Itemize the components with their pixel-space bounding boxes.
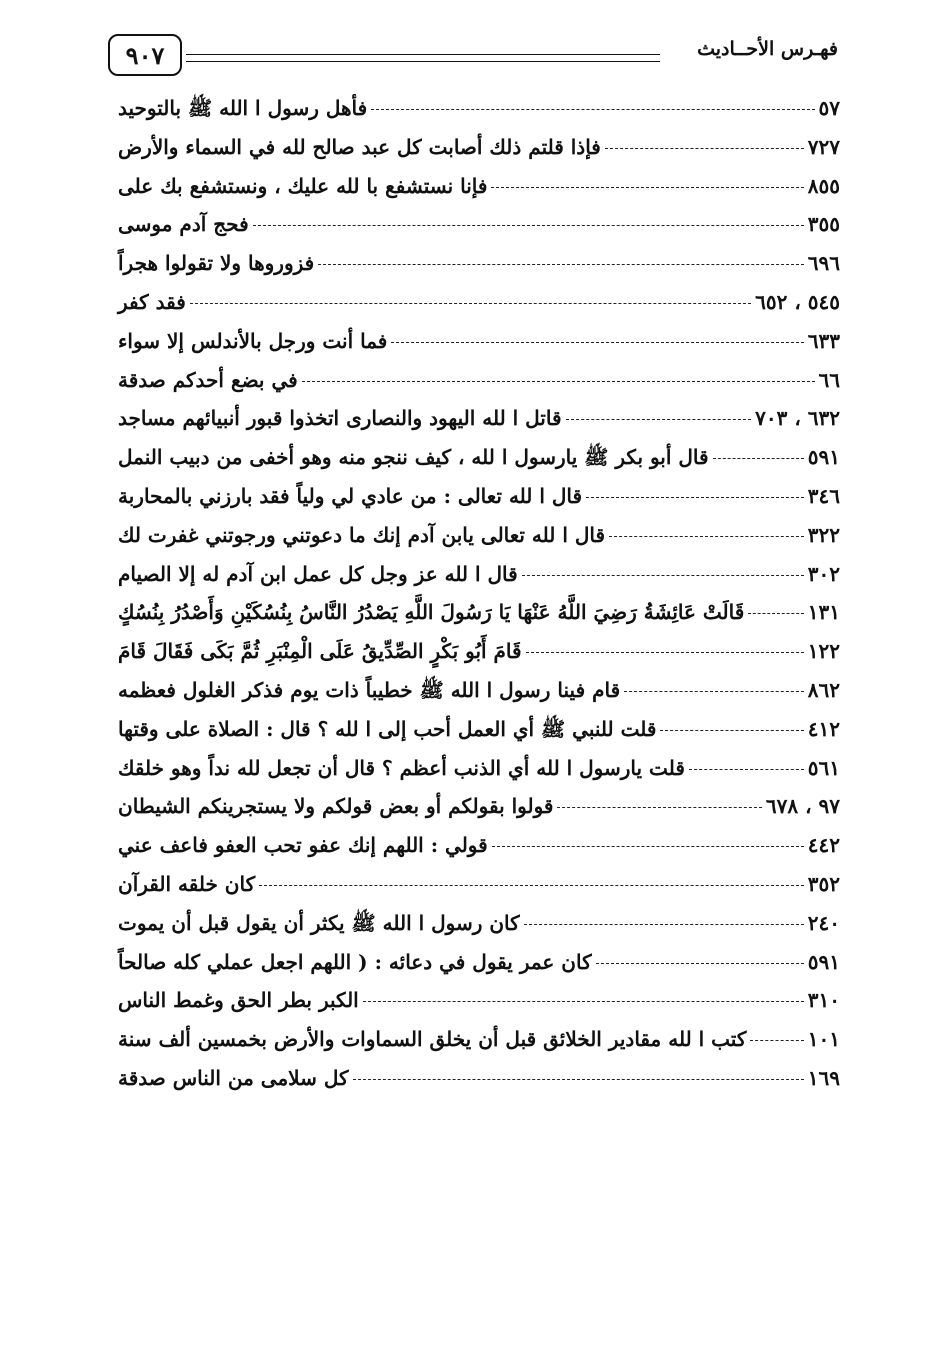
- entry-page-number: ٧٢٧: [807, 134, 840, 159]
- entry-text: فزوروها ولا تقولوا هجراً: [118, 251, 315, 276]
- index-entry: [118, 406, 840, 445]
- entry-page-number: ٨٦٢: [807, 677, 840, 702]
- header-rule-bottom: [186, 61, 660, 62]
- entry-page-number: ٦٩٦: [807, 251, 840, 276]
- index-entry: [118, 872, 840, 911]
- dot-leader: [605, 148, 804, 149]
- index-entry: [118, 368, 840, 407]
- index-entry: [118, 1027, 840, 1066]
- index-entry: [118, 174, 840, 213]
- entry-text: قال ا لله عز وجل كل عمل ابن آدم له إلا الصيام: [118, 561, 518, 586]
- page-header: [108, 28, 838, 80]
- entry-page-number: ٣٥٢: [807, 871, 840, 896]
- entry-page-number: ٥٧: [818, 96, 840, 120]
- index-entry: [118, 794, 840, 833]
- index-entry: [118, 600, 840, 639]
- index-entry: [118, 135, 840, 174]
- dot-leader: [586, 497, 804, 498]
- dot-leader: [302, 381, 815, 382]
- dot-leader: [750, 1040, 803, 1041]
- entry-text: فحج آدم موسى: [118, 212, 249, 237]
- dot-leader: [526, 652, 804, 653]
- entry-page-number: ٦٦: [818, 367, 840, 392]
- entry-text: قاتل ا لله اليهود والنصارى اتخذوا قبور أنبيائهم مساجد: [118, 406, 562, 431]
- index-entry: [118, 96, 840, 135]
- dot-leader: [557, 807, 761, 808]
- index-entry: [118, 329, 840, 368]
- index-entry: [118, 678, 840, 717]
- entry-text: كل سلامى من الناس صدقة: [118, 1065, 349, 1090]
- index-entry: [118, 833, 840, 872]
- dot-leader: [491, 187, 803, 188]
- index-entry: [118, 251, 840, 290]
- entry-page-number: ٣٢٢: [807, 522, 840, 547]
- entry-page-number: ٢٤٠: [807, 910, 840, 935]
- entry-page-number: ٥٩١: [807, 949, 840, 974]
- header-rule-top: [186, 54, 660, 55]
- entry-text: قال أبو بكر ﷺ يارسول ا لله ، كيف ننجو منه وهو أخفى من دبيب النمل: [118, 445, 709, 470]
- entry-text: فإنا نستشفع با لله عليك ، ونستشفع بك على: [118, 173, 488, 198]
- dot-leader: [253, 225, 804, 226]
- entry-page-number: ٣١٠: [807, 988, 840, 1013]
- dot-leader: [391, 342, 803, 343]
- hadith-index-list: [118, 96, 840, 1105]
- dot-leader: [522, 575, 804, 576]
- page-number-box: [108, 34, 182, 76]
- index-entry: [118, 988, 840, 1027]
- dot-leader: [492, 846, 804, 847]
- entry-text: في بضع أحدكم صدقة: [118, 367, 298, 392]
- entry-text: قال ا لله تعالى : من عادي لي ولياً فقد بارزني بالمحاربة: [118, 483, 583, 508]
- entry-text: كان عمر يقول في دعائه : ( اللهم اجعل عملي كله صالحاً: [118, 949, 592, 974]
- index-entry: [118, 911, 840, 950]
- entry-text: فما أنت ورجل بالأندلس إلا سواء: [118, 328, 388, 353]
- entry-page-number: ١٢٢: [807, 639, 840, 664]
- index-entry: [118, 523, 840, 562]
- dot-leader: [624, 691, 804, 692]
- dot-leader: [318, 264, 804, 265]
- index-entry: [118, 950, 840, 989]
- entry-text: قولي : اللهم إنك عفو تحب العفو فاعف عني: [118, 833, 488, 858]
- entry-page-number: ٨٥٥: [807, 173, 840, 198]
- index-entry: [118, 445, 840, 484]
- index-entry: [118, 639, 840, 678]
- entry-text: كان خلقه القرآن: [118, 871, 256, 896]
- running-title: فهـرس الأحــاديث: [697, 38, 838, 60]
- index-entry: [118, 562, 840, 601]
- entry-page-number: ١٣١: [807, 600, 840, 625]
- dot-leader: [371, 109, 814, 110]
- dot-leader: [713, 458, 804, 459]
- dot-leader: [748, 613, 803, 614]
- index-entry: [118, 290, 840, 329]
- entry-page-number: ١٦٩: [807, 1065, 840, 1090]
- dot-leader: [566, 419, 752, 420]
- entry-text: فقد كفر: [118, 289, 186, 314]
- dot-leader: [363, 1001, 804, 1002]
- entry-text: قلت يارسول ا لله أي الذنب أعظم ؟ قال أن تجعل لله نداً وهو خلقك: [118, 755, 685, 780]
- entry-page-number: ٣٥٥: [807, 212, 840, 237]
- entry-page-number: ٤٤٢: [807, 833, 840, 858]
- entry-text: فأهل رسول ا الله ﷺ بالتوحيد: [118, 96, 368, 120]
- entry-text: قلت للنبي ﷺ أي العمل أحب إلى ا لله ؟ قال : الصلاة على وقتها: [118, 716, 657, 741]
- index-entry: [118, 212, 840, 251]
- dot-leader: [609, 536, 804, 537]
- entry-text: قولوا بقولكم أو بعض قولكم ولا يستجرينكم الشيطان: [118, 794, 554, 819]
- page-number: ٩٠٧: [125, 40, 165, 70]
- entry-text: فإذا قلتم ذلك أصابت كل عبد صالح لله في السماء والأرض: [118, 134, 601, 159]
- entry-page-number: ٣٠٢: [807, 561, 840, 586]
- entry-page-number: ٦٣٣: [807, 328, 840, 353]
- entry-text: قَامَ أَبُو بَكْرٍ الصِّدِّيقُ عَلَى الْمِنْبَرِ ثُمَّ بَكَى فَقَالَ قَامَ: [118, 639, 522, 664]
- entry-page-number: ٥٦١: [807, 755, 840, 780]
- index-entry: [118, 756, 840, 795]
- dot-leader: [190, 303, 751, 304]
- entry-page-number: ٣٤٦: [807, 483, 840, 508]
- dot-leader: [524, 924, 804, 925]
- entry-text: قام فينا رسول ا الله ﷺ خطيباً ذات يوم فذكر الغلول فعظمه: [118, 677, 621, 702]
- entry-text: قال ا لله تعالى يابن آدم إنك ما دعوتني ورجوتني غفرت لك: [118, 522, 606, 547]
- entry-page-number: ٩٧ ، ٦٧٨: [765, 794, 840, 819]
- entry-page-number: ٤١٢: [807, 716, 840, 741]
- dot-leader: [596, 963, 804, 964]
- entry-page-number: ٥٤٥ ، ٦٥٢: [755, 289, 840, 314]
- entry-text: كان رسول ا الله ﷺ يكثر أن يقول قبل أن يموت: [118, 910, 520, 935]
- dot-leader: [689, 769, 804, 770]
- index-entry: [118, 1066, 840, 1105]
- dot-leader: [660, 730, 803, 731]
- dot-leader: [353, 1079, 804, 1080]
- entry-page-number: ١٠١: [807, 1027, 840, 1052]
- entry-page-number: ٥٩١: [807, 445, 840, 470]
- index-entry: [118, 484, 840, 523]
- dot-leader: [259, 885, 804, 886]
- entry-text: قَالَتْ عَائِشَةُ رَضِيَ اللَّهُ عَنْهَا يَا رَسُولَ اللَّهِ يَصْدُرُ النَّاسُ بِنُسُكَيْنِ وَأَصْدُرُ بِنُسُكٍ: [118, 600, 745, 625]
- index-entry: [118, 717, 840, 756]
- entry-text: الكبر بطر الحق وغمط الناس: [118, 988, 359, 1013]
- entry-text: كتب ا لله مقادير الخلائق قبل أن يخلق السماوات والأرض بخمسين ألف سنة: [118, 1027, 747, 1052]
- entry-page-number: ٦٣٢ ، ٧٠٣: [755, 406, 840, 431]
